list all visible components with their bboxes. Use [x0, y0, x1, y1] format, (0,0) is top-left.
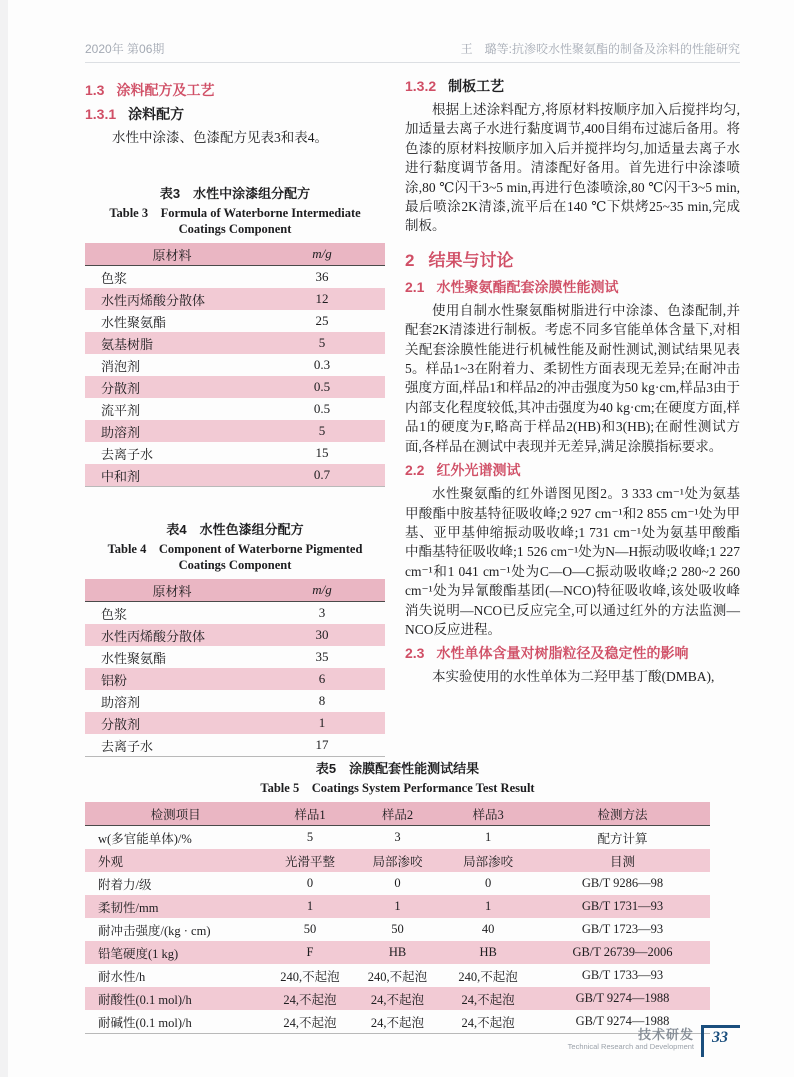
- running-header: [85, 40, 740, 63]
- table-row: [85, 690, 385, 712]
- table-cell: 24,不起泡: [370, 1015, 425, 1030]
- table-cell: 50: [303, 922, 317, 936]
- table-cell: 消泡剂: [101, 358, 141, 374]
- left-column: [85, 76, 385, 757]
- table-cell: 1: [306, 899, 314, 913]
- column-header: 样品1: [266, 802, 354, 826]
- table4-caption-en: Table 4 Component of Waterborne Pigmented Coatings Component: [107, 542, 363, 573]
- section-number: 1.3.1: [85, 106, 117, 122]
- table-cell: 去离子水: [101, 446, 154, 462]
- table-cell: 水性聚氨酯: [101, 314, 167, 330]
- table-cell: 附着力/级: [98, 877, 152, 892]
- paragraph-2-1: 使用自制水性聚氨酯树脂进行中涂漆、色漆配制,并配套2K清漆进行制板。考虑不同多官能单体含量下,对相关配套涂膜性能进行机械性能及耐性测试,测试结果见表5。样品1~3在附着力、柔韧性方面表现无差异;在耐冲击强度方面,样品1和样品2的冲击强度为50 kg·cm,样品3由于内部支化程度较低,其冲击强度为40 kg·cm;在硬度方面,样品1的硬度为F,略高于样品2(HB)和3(HB);在耐性测试方面,各样品在测试中表现并无差异,满足涂膜指标要求。: [405, 302, 740, 454]
- table-cell: 40: [481, 922, 495, 936]
- table-cell: 1: [485, 830, 492, 844]
- table-row: [85, 332, 385, 354]
- section-title: 制板工艺: [448, 78, 505, 94]
- section-heading-1-3: [85, 80, 385, 100]
- table-cell: 3: [318, 605, 326, 621]
- table-cell: 0: [394, 876, 401, 890]
- table-cell: 1: [318, 715, 326, 731]
- table-cell: 50: [391, 922, 404, 936]
- right-column: [405, 76, 740, 757]
- table-cell: GB/T 9286—98: [581, 876, 664, 890]
- table-row: [85, 668, 385, 690]
- table-row: [85, 849, 710, 872]
- journal-issue: 2020年 第06期: [85, 42, 165, 56]
- table-cell: 色浆: [101, 270, 128, 286]
- table-cell: 去离子水: [101, 738, 154, 754]
- table-row: [85, 895, 710, 918]
- table5-block: [85, 758, 710, 1034]
- column-header: 原材料: [85, 579, 259, 602]
- table-cell: GB/T 26739—2006: [572, 945, 673, 959]
- table-cell: F: [306, 945, 314, 959]
- table-cell: 24,不起泡: [461, 1015, 515, 1030]
- table-cell: 助溶剂: [101, 424, 141, 440]
- table-header-row: [85, 802, 710, 826]
- table-cell: 1: [485, 899, 492, 913]
- section-heading-1-3-1: [85, 104, 385, 124]
- table-cell: 5: [318, 423, 326, 439]
- section-number: 2.1: [405, 278, 425, 295]
- page-number: [701, 1025, 740, 1057]
- table-cell: 水性丙烯酸分散体: [101, 628, 206, 644]
- table-cell: 17: [315, 737, 329, 753]
- table-cell: 24,不起泡: [283, 992, 337, 1007]
- table-cell: 240,不起泡: [280, 969, 340, 984]
- table-cell: GB/T 1733—93: [581, 968, 664, 982]
- table-cell: 36: [315, 269, 329, 285]
- section-title: 涂料配方及工艺: [116, 82, 215, 98]
- table-cell: 配方计算: [597, 831, 648, 846]
- section-title: 水性聚氨酯配套涂膜性能测试: [436, 278, 619, 295]
- column-header: 检测项目: [85, 802, 266, 826]
- table-cell: 柔韧性/mm: [98, 900, 159, 915]
- table-cell: HB: [479, 945, 497, 959]
- table-cell: 耐水性/h: [98, 969, 146, 984]
- table-cell: 24,不起泡: [370, 992, 425, 1007]
- table-row: [85, 464, 385, 487]
- table-cell: 0: [306, 876, 314, 890]
- section-number: 1.3.2: [405, 78, 437, 94]
- column-header: 样品2: [354, 802, 442, 826]
- footer-section-labels: [568, 1025, 694, 1051]
- table-cell: 25: [315, 313, 329, 329]
- table-cell: 流平剂: [101, 402, 141, 418]
- table-cell: 光滑平整: [284, 854, 335, 869]
- column-header: 原材料: [85, 243, 259, 266]
- table-row: [85, 376, 385, 398]
- table-row: [85, 398, 385, 420]
- section-heading-2-2: [405, 460, 740, 480]
- table-cell: 局部渗咬: [463, 854, 514, 869]
- section-title: 结果与讨论: [428, 250, 514, 270]
- table-cell: 8: [318, 693, 326, 709]
- table-cell: 6: [318, 671, 326, 687]
- page-footer: [568, 1025, 740, 1057]
- table-cell: 3: [394, 830, 401, 844]
- table-row: [85, 646, 385, 668]
- paragraph-1-3-1: 水性中涂漆、色漆配方见表3和表4。: [112, 130, 328, 145]
- table-row: [85, 442, 385, 464]
- table-cell: 12: [315, 291, 329, 307]
- table-cell: 耐碱性(0.1 mol)/h: [98, 1015, 192, 1030]
- table5-caption-en: Table 5 Coatings System Performance Test Result: [260, 781, 535, 795]
- table-cell: 0.5: [313, 379, 331, 395]
- page-edge-shading: [0, 0, 8, 1077]
- footer-section-cn: 技术研发: [637, 1027, 694, 1042]
- table-row: [85, 602, 385, 625]
- two-column-body: [85, 76, 740, 757]
- table-cell: 中和剂: [101, 468, 141, 484]
- section-heading-1-3-2: [405, 76, 740, 96]
- table-cell: HB: [388, 945, 407, 959]
- table-cell: 0.3: [313, 357, 331, 373]
- table-row: [85, 734, 385, 757]
- table4-block: [85, 519, 385, 757]
- paragraph-2-3: 本实验使用的水性单体为二羟甲基丁酸(DMBA),: [432, 669, 715, 685]
- table-row: [85, 987, 710, 1010]
- table3-block: [85, 183, 385, 487]
- table-cell: 24,不起泡: [461, 992, 515, 1007]
- paragraph-2-2: 水性聚氨酯的红外谱图见图2。3 333 cm⁻¹处为氨基甲酸酯中胺基特征吸收峰;2 927 cm⁻¹和2 855 cm⁻¹处为甲基、亚甲基伸缩振动吸收峰;1 731 cm⁻¹处为氨基甲酸酯中酯基特征吸收峰;1 526 cm⁻¹处为N—H振动吸收峰;1 227 cm⁻¹和1 041 cm⁻¹处为C—O—C振动吸收峰;2 280~2 260 cm⁻¹处为异氰酸酯基团(—NCO)特征吸收峰,该处吸收峰消失说明—NCO已反应完全,可以通过红外的方法监测—NCO反应进程。: [405, 486, 740, 637]
- column-header: m/g: [259, 243, 385, 266]
- table3: [85, 243, 385, 487]
- table-cell: 1: [394, 899, 401, 913]
- table-cell: 局部渗咬: [372, 854, 423, 869]
- table4-caption-cn: 表4 水性色漆组分配方: [166, 522, 304, 538]
- table-row: [85, 964, 710, 987]
- table-cell: 外观: [98, 854, 124, 869]
- table-cell: 铝粉: [101, 672, 128, 688]
- table-header-row: [85, 243, 385, 266]
- table-row: [85, 310, 385, 332]
- table-row: [85, 354, 385, 376]
- section-title: 涂料配方: [128, 106, 185, 122]
- table-cell: 色浆: [101, 606, 128, 622]
- table-row: [85, 288, 385, 310]
- table-cell: w(多官能单体)/%: [98, 831, 192, 846]
- table-cell: 0.5: [313, 401, 331, 417]
- table-row: [85, 941, 710, 964]
- paragraph-1-3-2: 根据上述涂料配方,将原材料按顺序加入后搅拌均匀,加适量去离子水进行黏度调节,400目绢布过滤后备用。将色漆的原材料按顺序加入后并搅拌均匀,加适量去离子水进行黏度调节备用。清漆配好备用。首先进行中涂漆喷涂,80 ℃闪干3~5 min,再进行色漆喷涂,80 ℃闪干3~5 min,最后喷涂2K清漆,流平后在140 ℃下烘烤25~35 min,完成制板。: [405, 102, 740, 234]
- running-title: 王 璐等:抗渗咬水性聚氨酯的制备及涂料的性能研究: [460, 42, 740, 56]
- table-row: [85, 712, 385, 734]
- table-cell: 35: [315, 649, 329, 665]
- table-cell: 氨基树脂: [101, 336, 154, 352]
- column-header: m/g: [259, 579, 385, 602]
- table-cell: 铅笔硬度(1 kg): [98, 946, 179, 961]
- table-cell: 5: [306, 830, 314, 844]
- section-heading-2-3: [405, 643, 740, 663]
- table-cell: 5: [318, 335, 326, 351]
- table-cell: 30: [315, 627, 329, 643]
- table-row: [85, 826, 710, 850]
- table-cell: 水性丙烯酸分散体: [101, 292, 206, 308]
- table3-caption-cn: 表3 水性中涂漆组分配方: [159, 186, 311, 202]
- table5: [85, 802, 710, 1034]
- table-row: [85, 624, 385, 646]
- table-cell: 0: [485, 876, 492, 890]
- table-cell: GB/T 1731—93: [581, 899, 664, 913]
- section-title: 红外光谱测试: [436, 462, 521, 479]
- table-cell: 24,不起泡: [283, 1015, 337, 1030]
- section-heading-2: [405, 246, 740, 271]
- table-row: [85, 918, 710, 941]
- table-cell: GB/T 9274—1988: [575, 1014, 670, 1028]
- table-cell: 分散剂: [101, 716, 141, 732]
- table-cell: 分散剂: [101, 380, 141, 396]
- table-cell: GB/T 1723—93: [581, 922, 664, 936]
- table3-caption-en: Table 3 Formula of Waterborne Intermediate Coatings Component: [109, 206, 361, 237]
- table-cell: 240,不起泡: [458, 969, 518, 984]
- table-header-row: [85, 579, 385, 602]
- table-cell: 240,不起泡: [367, 969, 428, 984]
- section-number: 1.3: [85, 82, 105, 98]
- section-number: 2.2: [405, 462, 425, 479]
- table-cell: 耐酸性(0.1 mol)/h: [98, 992, 192, 1007]
- table-row: [85, 872, 710, 895]
- table5-caption-cn: 表5 涂膜配套性能测试结果: [315, 761, 480, 776]
- section-number: 2: [405, 250, 415, 270]
- table-cell: 耐冲击强度/(kg · cm): [98, 923, 211, 938]
- section-heading-2-1: [405, 277, 740, 297]
- column-header: 样品3: [441, 802, 535, 826]
- table-cell: 助溶剂: [101, 694, 141, 710]
- section-number: 2.3: [405, 645, 425, 662]
- table-row: [85, 420, 385, 442]
- page-number-value: 33: [712, 1029, 728, 1046]
- column-header: 检测方法: [535, 802, 710, 826]
- table-cell: 15: [315, 445, 329, 461]
- table-row: [85, 266, 385, 289]
- footer-section-en: Technical Research and Development: [567, 1042, 694, 1051]
- table4: [85, 579, 385, 757]
- table-cell: 0.7: [313, 467, 331, 483]
- table-cell: 目测: [609, 854, 635, 869]
- section-title: 水性单体含量对树脂粒径及稳定性的影响: [436, 645, 689, 662]
- table-cell: 水性聚氨酯: [101, 650, 167, 666]
- table-cell: GB/T 9274—1988: [575, 991, 670, 1005]
